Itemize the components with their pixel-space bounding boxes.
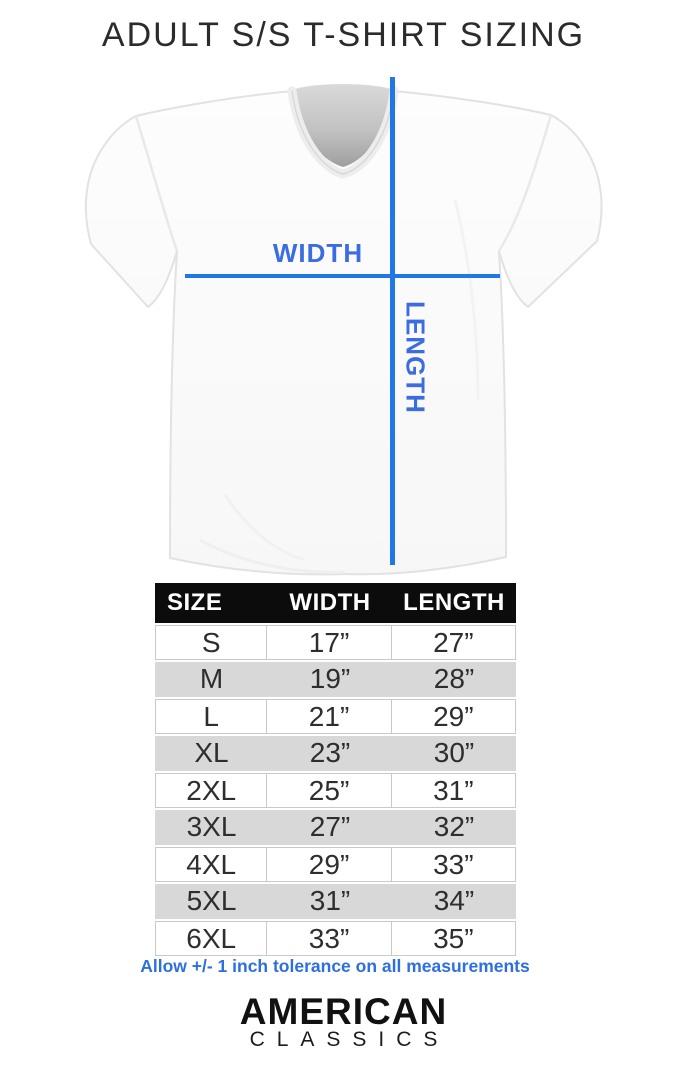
cell-size: 5XL	[186, 885, 237, 916]
table-row	[155, 921, 516, 956]
brand-subname: CLASSICS	[249, 1028, 450, 1051]
cell-length: 32”	[433, 811, 475, 842]
cell-length: 33”	[391, 848, 515, 881]
cell-size: 4XL	[186, 849, 237, 880]
brand-name: AMERICAN	[239, 991, 448, 1032]
header-size: SIZE	[167, 589, 223, 616]
length-label: LENGTH	[400, 301, 431, 414]
cell-width: 25”	[266, 774, 390, 807]
cell-width: 27”	[309, 811, 351, 842]
table-row	[155, 773, 516, 808]
size-table	[155, 583, 516, 956]
page-title: ADULT S/S T-SHIRT SIZING	[101, 16, 586, 54]
cell-size: S	[201, 627, 221, 658]
cell-size: 2XL	[186, 775, 237, 806]
size-table-body	[155, 625, 516, 956]
header-length: LENGTH	[403, 589, 505, 616]
cell-length: 31”	[391, 774, 515, 807]
cell-width: 23”	[309, 737, 351, 768]
cell-length: 34”	[433, 885, 475, 916]
header-width: WIDTH	[289, 589, 371, 616]
cell-length: 28”	[433, 663, 475, 694]
cell-width: 17”	[266, 626, 390, 659]
cell-size: L	[203, 701, 219, 732]
table-row	[155, 699, 516, 734]
size-table-header	[155, 583, 516, 623]
brand-logo	[0, 991, 687, 1051]
width-measure-line	[185, 274, 500, 278]
cell-width: 21”	[266, 700, 390, 733]
table-row	[155, 625, 516, 660]
cell-width: 29”	[266, 848, 390, 881]
table-row	[155, 662, 516, 697]
cell-length: 35”	[391, 922, 515, 955]
cell-size: 6XL	[186, 923, 237, 954]
table-row	[155, 810, 516, 845]
table-row	[155, 736, 516, 771]
cell-length: 30”	[433, 737, 475, 768]
cell-width: 19”	[309, 663, 351, 694]
width-label: WIDTH	[272, 238, 364, 268]
cell-size: M	[199, 663, 224, 694]
length-measure-line	[390, 77, 395, 565]
tolerance-note: Allow +/- 1 inch tolerance on all measurements	[140, 956, 530, 976]
cell-length: 29”	[391, 700, 515, 733]
cell-size: 3XL	[186, 811, 237, 842]
cell-width: 31”	[309, 885, 351, 916]
table-row	[155, 847, 516, 882]
cell-length: 27”	[391, 626, 515, 659]
cell-width: 33”	[266, 922, 390, 955]
cell-size: XL	[194, 737, 229, 768]
table-row	[155, 884, 516, 919]
